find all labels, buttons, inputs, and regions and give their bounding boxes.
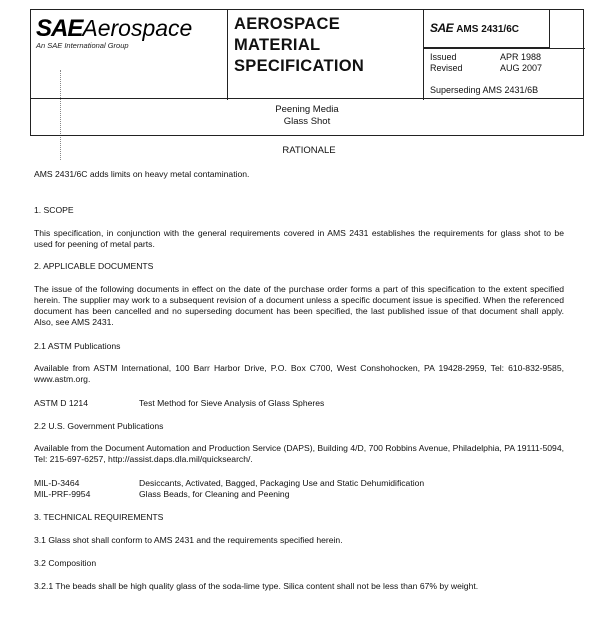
section-2-2-heading: 2.2 U.S. Government Publications: [34, 421, 164, 431]
section-3-heading: 3. TECHNICAL REQUIREMENTS: [34, 512, 164, 522]
logo-cell: [31, 10, 228, 100]
logo-sae-text: SAE: [36, 15, 83, 42]
rationale-text: AMS 2431/6C adds limits on heavy metal contamination.: [34, 169, 250, 179]
subtitle-line-2: Glass Shot: [283, 116, 331, 127]
ref-code: ASTM D 1214: [34, 398, 88, 408]
document-subtitle: [30, 99, 584, 136]
section-3-2-heading: 3.2 Composition: [34, 558, 97, 568]
document-header: [30, 9, 584, 99]
logo-aerospace-text: Aerospace: [82, 15, 193, 41]
spec-title: [228, 10, 424, 100]
title-line-2: MATERIAL: [234, 36, 321, 54]
section-2-2-text: Available from the Document Automation and Production Service (DAPS), Building 4/D, 700 Robbins Avenue, Philadelphia, PA 19111-5094, Tel: 215-697-6257, http://assist.daps.dla.mil/quicksearch/.: [34, 443, 564, 464]
title-line-3: SPECIFICATION: [234, 57, 365, 75]
revised-label: Revised: [430, 63, 463, 73]
gov-ref-row: [34, 478, 564, 489]
issue-dates: [430, 52, 542, 74]
title-line-1: AEROSPACE: [234, 15, 340, 33]
issued-value: APR 1988: [500, 52, 542, 62]
doc-sae-logo: SAE: [430, 21, 454, 35]
subtitle-line-1: Peening Media: [275, 104, 339, 115]
issued-label: Issued: [430, 52, 457, 62]
ref-title: Test Method for Sieve Analysis of Glass Spheres: [139, 398, 325, 408]
logo-tagline: An SAE International Group: [36, 41, 129, 50]
doc-info-cell: [424, 10, 585, 100]
ref-title: Glass Beads, for Cleaning and Peening: [139, 489, 290, 499]
section-3-1-text: 3.1 Glass shot shall conform to AMS 2431 and the requirements specified herein.: [34, 535, 343, 545]
section-1-heading: 1. SCOPE: [34, 205, 74, 215]
section-2-1-heading: 2.1 ASTM Publications: [34, 341, 121, 351]
section-3-2-1-text: 3.2.1 The beads shall be high quality glass of the soda-lime type. Silica content shall not be less than 67% by weight.: [34, 581, 479, 591]
gov-ref-row: [34, 489, 564, 500]
divider: [424, 48, 585, 49]
section-2-1-text: Available from ASTM International, 100 Barr Harbor Drive, P.O. Box C700, West Conshohocken, PA 19428-2959, Tel: 610-832-9585, www.astm.org.: [34, 363, 564, 384]
ref-title: Desiccants, Activated, Bagged, Packaging Use and Static Dehumidification: [139, 478, 425, 488]
section-2-heading: 2. APPLICABLE DOCUMENTS: [34, 261, 154, 271]
ref-code: MIL-D-3464: [34, 478, 80, 488]
section-2-text: The issue of the following documents in effect on the date of the purchase order forms a part of this specification to the extent specified herein. The supplier may work to a subsequent revision of a document unless a specific document issue is specified. When the referenced document has been cancelled and no superseding document has been specified, the last published issue of that document shall apply. Also, see AMS 2431.: [34, 284, 564, 327]
revised-value: AUG 2007: [500, 63, 543, 73]
rationale-heading: RATIONALE: [282, 145, 336, 156]
section-1-text: This specification, in conjunction with the general requirements covered in AMS 2431 establishes the requirements for glass shot to be used for peening of metal parts.: [34, 228, 564, 249]
doc-number: AMS 2431/6C: [456, 24, 519, 35]
superseding-note: Superseding AMS 2431/6B: [430, 85, 539, 95]
astm-ref-row: [34, 398, 564, 409]
doc-number-box: [424, 10, 550, 48]
ref-code: MIL-PRF-9954: [34, 489, 91, 499]
